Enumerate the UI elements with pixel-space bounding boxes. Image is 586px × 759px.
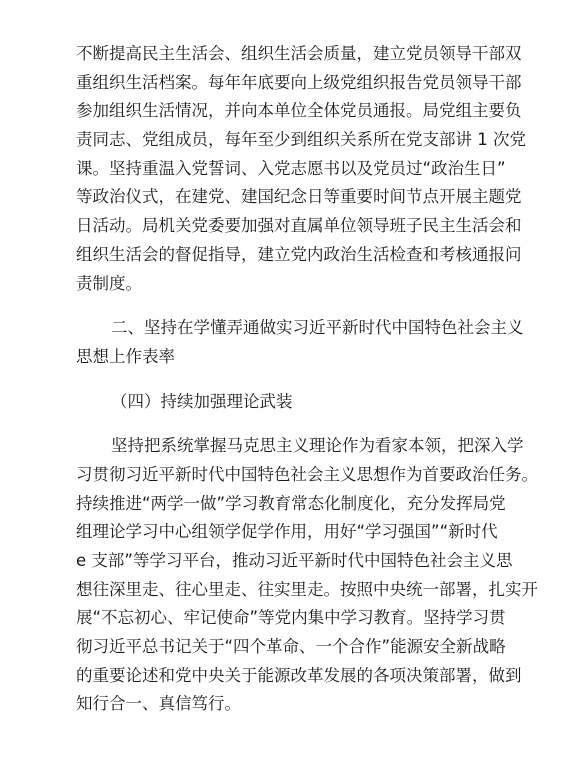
text-line: 坚持把系统掌握马克思主义理论作为看家本领，把深入学 — [111, 436, 524, 456]
text-line: 责制度。 — [76, 273, 142, 293]
text-line: 的重要论述和党中央关于能源改革发展的各项决策部署，做到 — [76, 665, 522, 685]
document-body — [76, 40, 538, 719]
text-line: 习贯彻习近平新时代中国特色社会主义思想作为首要政治任务。 — [76, 464, 538, 484]
text-line: 知行合一、真信笃行。 — [76, 694, 241, 714]
heading-line: 思想上作表率 — [76, 346, 175, 366]
text-line: 想往深里走、往心里走、往实里走。按照中央统一部署，扎实开 — [76, 579, 538, 599]
text-line: 日活动。局机关党委要加强对直属单位领导班子民主生活会和 — [76, 216, 522, 236]
section-heading — [76, 314, 524, 371]
text-line: 彻习近平总书记关于“四个革命、一个合作”能源安全新战略 — [76, 637, 506, 657]
text-line: 课。坚持重温入党誓词、入党志愿书以及党员过“政治生日” — [76, 158, 506, 178]
text-line: 等政治仪式，在建党、建国纪念日等重要时间节点开展主题党 — [76, 187, 522, 207]
text-line: 参加组织生活情况，并向本单位全体党员通报。局党组主要负 — [76, 101, 522, 121]
text-line: 重组织生活档案。每年年底要向上级党组织报告党员领导干部 — [76, 72, 522, 92]
paragraph-theory-study — [76, 432, 538, 719]
heading-line: 二、坚持在学懂弄通做实习近平新时代中国特色社会主义 — [111, 318, 524, 338]
text-line: 组织生活会的督促指导，建立党内政治生活检查和考核通报问 — [76, 244, 522, 264]
text-line: 展“不忘初心、牢记使命”等党内集中学习教育。坚持学习贯 — [76, 608, 506, 628]
paragraph-party-life — [76, 40, 526, 298]
text-line: 责同志、党组成员，每年至少到组织关系所在党支部讲 1 次党 — [76, 130, 526, 150]
heading-line: （四）持续加强理论武装 — [111, 391, 293, 411]
text-line: 持续推进“两学一做”学习教育常态化制度化，充分发挥局党 — [76, 493, 506, 513]
subsection-heading — [76, 388, 516, 417]
text-line: 组理论学习中心组领学促学作用，用好“学习强国”“新时代 — [76, 522, 498, 542]
text-line: 不断提高民主生活会、组织生活会质量，建立党员领导干部双 — [76, 44, 522, 63]
text-line: e 支部”等学习平台，推动习近平新时代中国特色社会主义思 — [76, 551, 513, 570]
